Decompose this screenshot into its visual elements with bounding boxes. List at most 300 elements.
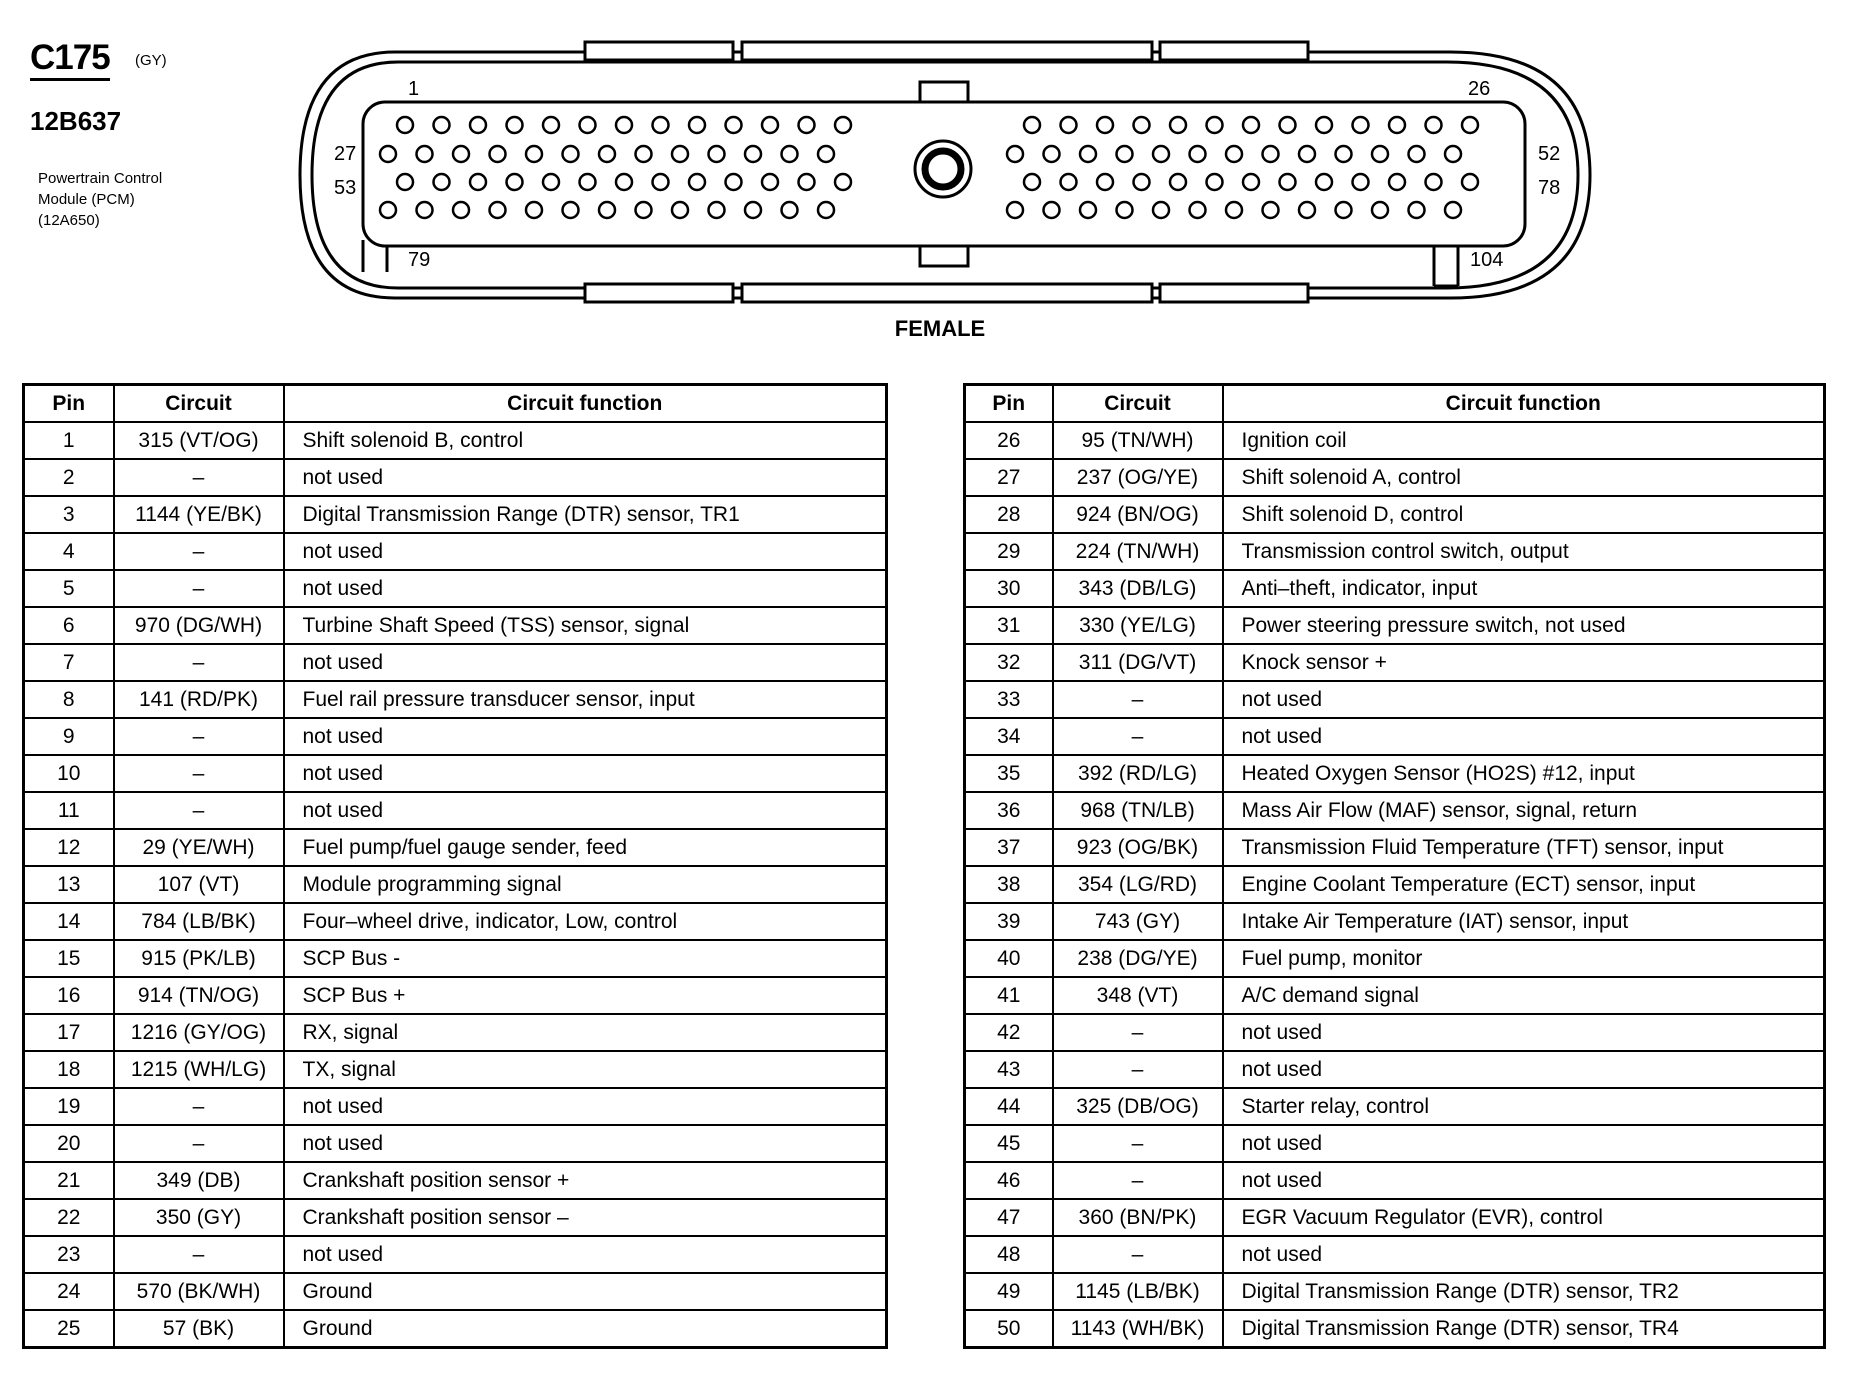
pin-cell: 20: [24, 1125, 114, 1162]
circuit-cell: 141 (RD/PK): [114, 681, 284, 718]
circuit-function-cell: Four–wheel drive, indicator, Low, control: [284, 903, 887, 940]
circuit-cell: 95 (TN/WH): [1053, 422, 1223, 459]
circuit-cell: –: [1053, 718, 1223, 755]
pin-hole: [1170, 117, 1186, 133]
circuit-function-cell: Fuel pump/fuel gauge sender, feed: [284, 829, 887, 866]
connector-gender-label: FEMALE: [894, 316, 986, 341]
pin-hole: [1207, 117, 1223, 133]
header-circuit: Circuit: [1053, 385, 1223, 423]
table-row: [965, 903, 1825, 940]
pin-hole: [799, 117, 815, 133]
pin-cell: 23: [24, 1236, 114, 1273]
table-row: [965, 829, 1825, 866]
pin-hole: [526, 146, 542, 162]
pin-hole: [417, 202, 433, 218]
pin-hole: [799, 174, 815, 190]
circuit-function-cell: Crankshaft position sensor –: [284, 1199, 887, 1236]
center-hole-inner: [925, 151, 961, 187]
circuit-cell: 570 (BK/WH): [114, 1273, 284, 1310]
table-row: [24, 792, 887, 829]
table-row: [24, 866, 887, 903]
pin-hole: [563, 202, 579, 218]
table-row: [965, 607, 1825, 644]
pin-cell: 33: [965, 681, 1053, 718]
table-row: [24, 1310, 887, 1348]
pin-cell: 35: [965, 755, 1053, 792]
table-row: [24, 940, 887, 977]
circuit-cell: 924 (BN/OG): [1053, 496, 1223, 533]
pin-hole: [526, 202, 542, 218]
pin-cell: 27: [965, 459, 1053, 496]
table-header-row: [24, 385, 887, 423]
circuit-function-cell: not used: [1223, 1051, 1825, 1088]
circuit-function-cell: TX, signal: [284, 1051, 887, 1088]
pin-hole: [1372, 146, 1388, 162]
circuit-cell: –: [1053, 681, 1223, 718]
circuit-cell: –: [114, 792, 284, 829]
pin-cell: 2: [24, 459, 114, 496]
pin-cell: 47: [965, 1199, 1053, 1236]
circuit-function-cell: Heated Oxygen Sensor (HO2S) #12, input: [1223, 755, 1825, 792]
circuit-cell: 107 (VT): [114, 866, 284, 903]
table-row: [24, 1162, 887, 1199]
module-description: Powertrain Control Module (PCM) (12A650): [38, 170, 163, 229]
circuit-cell: 311 (DG/VT): [1053, 644, 1223, 681]
pin-hole: [1117, 146, 1133, 162]
pin-hole: [1426, 117, 1442, 133]
header-circuit: Circuit: [114, 385, 284, 423]
pin-cell: 28: [965, 496, 1053, 533]
pin-cell: 17: [24, 1014, 114, 1051]
pin-hole: [1336, 202, 1352, 218]
circuit-function-cell: Knock sensor +: [1223, 644, 1825, 681]
pin-hole: [636, 202, 652, 218]
pin-hole: [1372, 202, 1388, 218]
circuit-cell: 354 (LG/RD): [1053, 866, 1223, 903]
pin-cell: 26: [965, 422, 1053, 459]
pin-cell: 5: [24, 570, 114, 607]
pin-hole: [1134, 174, 1150, 190]
pin-hole: [1024, 174, 1040, 190]
pin-hole: [1353, 174, 1369, 190]
circuit-cell: 968 (TN/LB): [1053, 792, 1223, 829]
table-row: [24, 459, 887, 496]
pin-hole: [1061, 174, 1077, 190]
circuit-cell: 1215 (WH/LG): [114, 1051, 284, 1088]
table-row: [965, 533, 1825, 570]
pin-cell: 30: [965, 570, 1053, 607]
pin-cell: 3: [24, 496, 114, 533]
circuit-function-cell: Ground: [284, 1273, 887, 1310]
pin-hole: [653, 174, 669, 190]
pin-hole: [1280, 117, 1296, 133]
pin-cell: 45: [965, 1125, 1053, 1162]
pin-cell: 22: [24, 1199, 114, 1236]
table-row: [965, 1088, 1825, 1125]
pin-hole: [672, 146, 688, 162]
pin-hole: [1280, 174, 1296, 190]
table-row: [24, 681, 887, 718]
pin-hole: [782, 146, 798, 162]
circuit-function-cell: Starter relay, control: [1223, 1088, 1825, 1125]
circuit-function-cell: Shift solenoid B, control: [284, 422, 887, 459]
table-row: [965, 792, 1825, 829]
pin-hole: [397, 117, 413, 133]
circuit-function-cell: Transmission control switch, output: [1223, 533, 1825, 570]
circuit-function-cell: A/C demand signal: [1223, 977, 1825, 1014]
circuit-cell: 1145 (LB/BK): [1053, 1273, 1223, 1310]
pin-hole: [1462, 117, 1478, 133]
circuit-cell: 224 (TN/WH): [1053, 533, 1223, 570]
pin-cell: 12: [24, 829, 114, 866]
header-pin: Pin: [965, 385, 1053, 423]
table-row: [965, 681, 1825, 718]
table-row: [24, 1236, 887, 1273]
circuit-cell: 343 (DB/LG): [1053, 570, 1223, 607]
pin-hole: [1097, 117, 1113, 133]
pin-cell: 42: [965, 1014, 1053, 1051]
connector-id: C175: [30, 40, 110, 81]
pin-hole: [1170, 174, 1186, 190]
table-row: [965, 1310, 1825, 1348]
circuit-function-cell: Digital Transmission Range (DTR) sensor, TR2: [1223, 1273, 1825, 1310]
pin-hole: [417, 146, 433, 162]
circuit-function-cell: not used: [284, 718, 887, 755]
circuit-cell: 238 (DG/YE): [1053, 940, 1223, 977]
table-row: [965, 1051, 1825, 1088]
pin-cell: 38: [965, 866, 1053, 903]
pin-hole: [1336, 146, 1352, 162]
circuit-function-cell: RX, signal: [284, 1014, 887, 1051]
circuit-cell: 392 (RD/LG): [1053, 755, 1223, 792]
pin-cell: 32: [965, 644, 1053, 681]
pin-hole: [726, 174, 742, 190]
pin-label-79: 79: [408, 249, 431, 271]
table-row: [24, 829, 887, 866]
table-row: [965, 459, 1825, 496]
pin-hole: [1044, 146, 1060, 162]
pin-hole: [1044, 202, 1060, 218]
header-circuit-function: Circuit function: [284, 385, 887, 423]
pin-hole: [1190, 146, 1206, 162]
table-row: [965, 977, 1825, 1014]
circuit-cell: 29 (YE/WH): [114, 829, 284, 866]
table-row: [24, 533, 887, 570]
pin-hole: [1007, 202, 1023, 218]
table-row: [965, 496, 1825, 533]
pin-hole: [1409, 146, 1425, 162]
pin-cell: 25: [24, 1310, 114, 1348]
connector-diagram: [0, 0, 1856, 360]
pin-hole: [1243, 117, 1259, 133]
pin-hole: [709, 146, 725, 162]
circuit-cell: –: [114, 1088, 284, 1125]
pin-hole: [1080, 146, 1096, 162]
table-row: [24, 1273, 887, 1310]
pin-hole: [835, 117, 851, 133]
pin-hole: [1409, 202, 1425, 218]
pin-hole: [1080, 202, 1096, 218]
pin-hole: [1061, 117, 1077, 133]
pin-hole: [762, 174, 778, 190]
table-row: [965, 644, 1825, 681]
pin-cell: 31: [965, 607, 1053, 644]
circuit-function-cell: Shift solenoid A, control: [1223, 459, 1825, 496]
pin-cell: 43: [965, 1051, 1053, 1088]
circuit-function-cell: not used: [1223, 1014, 1825, 1051]
pin-hole: [689, 117, 705, 133]
pin-hole: [543, 174, 559, 190]
pin-hole: [689, 174, 705, 190]
pin-hole: [616, 174, 632, 190]
circuit-cell: –: [1053, 1236, 1223, 1273]
circuit-cell: –: [1053, 1014, 1223, 1051]
pin-cell: 48: [965, 1236, 1053, 1273]
pin-hole: [380, 146, 396, 162]
pin-cell: 8: [24, 681, 114, 718]
pin-hole: [1445, 146, 1461, 162]
pin-hole: [599, 146, 615, 162]
pin-hole: [1007, 146, 1023, 162]
circuit-function-cell: Fuel pump, monitor: [1223, 940, 1825, 977]
pin-hole: [470, 174, 486, 190]
table-row: [24, 755, 887, 792]
pin-hole: [1207, 174, 1223, 190]
circuit-cell: 915 (PK/LB): [114, 940, 284, 977]
table-row: [24, 718, 887, 755]
circuit-cell: 784 (LB/BK): [114, 903, 284, 940]
table-row: [24, 422, 887, 459]
table-row: [24, 1199, 887, 1236]
circuit-cell: 330 (YE/LG): [1053, 607, 1223, 644]
pin-hole: [1190, 202, 1206, 218]
pin-label-27: 27: [334, 143, 357, 165]
pinout-table-right: [963, 383, 1826, 1349]
pin-hole: [1316, 117, 1332, 133]
circuit-cell: –: [114, 718, 284, 755]
pin-hole: [1153, 202, 1169, 218]
pin-cell: 50: [965, 1310, 1053, 1348]
table-row: [965, 1199, 1825, 1236]
pin-cell: 21: [24, 1162, 114, 1199]
table-row: [24, 903, 887, 940]
circuit-cell: 743 (GY): [1053, 903, 1223, 940]
table-row: [24, 977, 887, 1014]
pin-hole: [1316, 174, 1332, 190]
pin-hole: [653, 117, 669, 133]
pin-cell: 36: [965, 792, 1053, 829]
circuit-function-cell: not used: [1223, 718, 1825, 755]
header-circuit-function: Circuit function: [1223, 385, 1825, 423]
circuit-cell: –: [114, 1125, 284, 1162]
pin-hole: [1243, 174, 1259, 190]
pin-hole: [745, 146, 761, 162]
circuit-function-cell: not used: [1223, 1162, 1825, 1199]
pin-hole: [434, 117, 450, 133]
pin-hole: [745, 202, 761, 218]
pin-cell: 39: [965, 903, 1053, 940]
table-row: [24, 496, 887, 533]
pin-hole: [1117, 202, 1133, 218]
circuit-cell: –: [114, 570, 284, 607]
circuit-function-cell: not used: [1223, 1125, 1825, 1162]
circuit-cell: 349 (DB): [114, 1162, 284, 1199]
pin-cell: 7: [24, 644, 114, 681]
pin-hole: [1389, 174, 1405, 190]
pin-cell: 15: [24, 940, 114, 977]
table-row: [24, 1125, 887, 1162]
pin-cell: 14: [24, 903, 114, 940]
pin-hole: [490, 202, 506, 218]
pin-cell: 19: [24, 1088, 114, 1125]
table-row: [965, 1125, 1825, 1162]
circuit-function-cell: not used: [284, 1125, 887, 1162]
circuit-function-cell: Digital Transmission Range (DTR) sensor, TR4: [1223, 1310, 1825, 1348]
pin-hole: [1462, 174, 1478, 190]
table-row: [24, 607, 887, 644]
pin-cell: 4: [24, 533, 114, 570]
circuit-cell: –: [1053, 1162, 1223, 1199]
circuit-function-cell: Shift solenoid D, control: [1223, 496, 1825, 533]
pin-hole: [599, 202, 615, 218]
circuit-function-cell: not used: [284, 1236, 887, 1273]
pin-cell: 29: [965, 533, 1053, 570]
circuit-cell: 1144 (YE/BK): [114, 496, 284, 533]
pin-cell: 44: [965, 1088, 1053, 1125]
pin-label-78: 78: [1538, 177, 1561, 199]
circuit-function-cell: Ground: [284, 1310, 887, 1348]
circuit-cell: 348 (VT): [1053, 977, 1223, 1014]
circuit-function-cell: SCP Bus +: [284, 977, 887, 1014]
pin-cell: 16: [24, 977, 114, 1014]
circuit-function-cell: not used: [284, 1088, 887, 1125]
pin-hole: [818, 202, 834, 218]
pin-hole: [616, 117, 632, 133]
table-row: [965, 1014, 1825, 1051]
table-row: [965, 570, 1825, 607]
circuit-cell: 970 (DG/WH): [114, 607, 284, 644]
pin-hole: [543, 117, 559, 133]
circuit-function-cell: Mass Air Flow (MAF) sensor, signal, return: [1223, 792, 1825, 829]
pin-hole: [1097, 174, 1113, 190]
pin-hole: [782, 202, 798, 218]
pin-hole: [672, 202, 688, 218]
pin-cell: 18: [24, 1051, 114, 1088]
pin-hole: [580, 174, 596, 190]
pin-hole: [1299, 146, 1315, 162]
pin-hole: [434, 174, 450, 190]
circuit-cell: 315 (VT/OG): [114, 422, 284, 459]
circuit-cell: 914 (TN/OG): [114, 977, 284, 1014]
pin-cell: 46: [965, 1162, 1053, 1199]
pin-cell: 10: [24, 755, 114, 792]
pin-cell: 37: [965, 829, 1053, 866]
table-row: [24, 1088, 887, 1125]
pin-hole: [762, 117, 778, 133]
circuit-cell: –: [1053, 1051, 1223, 1088]
circuit-function-cell: SCP Bus -: [284, 940, 887, 977]
pin-cell: 6: [24, 607, 114, 644]
pin-hole: [1134, 117, 1150, 133]
circuit-function-cell: not used: [284, 570, 887, 607]
pin-label-26: 26: [1468, 78, 1491, 100]
circuit-cell: 1216 (GY/OG): [114, 1014, 284, 1051]
pin-hole: [470, 117, 486, 133]
pin-cell: 41: [965, 977, 1053, 1014]
pin-hole: [709, 202, 725, 218]
pin-label-53: 53: [334, 177, 357, 199]
pin-hole: [1445, 202, 1461, 218]
pin-hole: [1426, 174, 1442, 190]
pinout-table-left: [22, 383, 888, 1349]
circuit-function-cell: not used: [284, 755, 887, 792]
table-header-row: [965, 385, 1825, 423]
table-row: [24, 1051, 887, 1088]
circuit-function-cell: Intake Air Temperature (IAT) sensor, input: [1223, 903, 1825, 940]
pin-label-104: 104: [1470, 249, 1504, 271]
circuit-cell: –: [114, 459, 284, 496]
circuit-cell: 325 (DB/OG): [1053, 1088, 1223, 1125]
header-pin: Pin: [24, 385, 114, 423]
circuit-function-cell: Ignition coil: [1223, 422, 1825, 459]
pin-cell: 13: [24, 866, 114, 903]
pin-hole: [726, 117, 742, 133]
pin-hole: [1263, 146, 1279, 162]
table-row: [24, 1014, 887, 1051]
circuit-cell: –: [114, 644, 284, 681]
table-row: [965, 755, 1825, 792]
pin-cell: 24: [24, 1273, 114, 1310]
pin-label-1: 1: [408, 78, 420, 100]
pin-cell: 9: [24, 718, 114, 755]
circuit-function-cell: Anti–theft, indicator, input: [1223, 570, 1825, 607]
circuit-function-cell: Engine Coolant Temperature (ECT) sensor, input: [1223, 866, 1825, 903]
pin-hole: [380, 202, 396, 218]
table-row: [965, 866, 1825, 903]
circuit-cell: –: [114, 755, 284, 792]
table-row: [965, 718, 1825, 755]
table-row: [965, 422, 1825, 459]
pin-hole: [490, 146, 506, 162]
pin-hole: [818, 146, 834, 162]
connector-color: (GY): [135, 52, 167, 69]
circuit-cell: –: [114, 533, 284, 570]
pin-hole: [1153, 146, 1169, 162]
pin-hole: [507, 117, 523, 133]
circuit-function-cell: EGR Vacuum Regulator (EVR), control: [1223, 1199, 1825, 1236]
pin-hole: [835, 174, 851, 190]
table-row: [965, 1236, 1825, 1273]
pin-hole: [563, 146, 579, 162]
circuit-cell: 360 (BN/PK): [1053, 1199, 1223, 1236]
circuit-cell: –: [114, 1236, 284, 1273]
pin-cell: 11: [24, 792, 114, 829]
pin-hole: [1024, 117, 1040, 133]
part-number: 12B637: [30, 106, 122, 136]
circuit-function-cell: not used: [1223, 1236, 1825, 1273]
table-row: [965, 1162, 1825, 1199]
circuit-cell: 923 (OG/BK): [1053, 829, 1223, 866]
circuit-function-cell: not used: [1223, 681, 1825, 718]
pin-hole: [1299, 202, 1315, 218]
table-row: [24, 644, 887, 681]
circuit-function-cell: Power steering pressure switch, not used: [1223, 607, 1825, 644]
pin-hole: [1389, 117, 1405, 133]
circuit-function-cell: Turbine Shaft Speed (TSS) sensor, signal: [284, 607, 887, 644]
circuit-function-cell: not used: [284, 533, 887, 570]
circuit-function-cell: Transmission Fluid Temperature (TFT) sensor, input: [1223, 829, 1825, 866]
circuit-cell: 1143 (WH/BK): [1053, 1310, 1223, 1348]
